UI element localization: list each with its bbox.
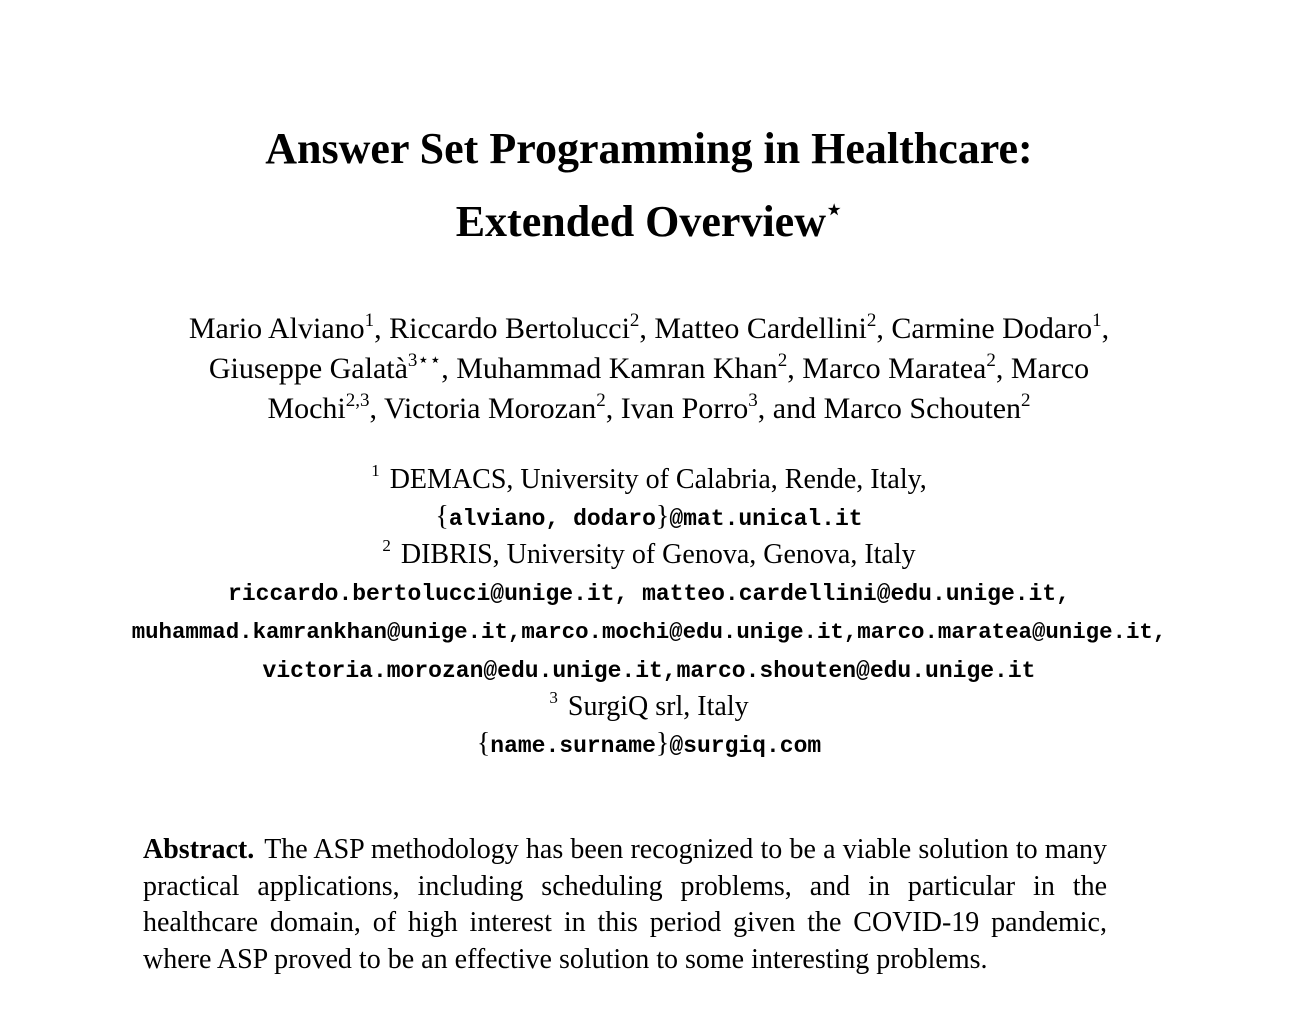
author-name: Mochi — [267, 392, 346, 425]
author-affiliation-mark: 2 — [629, 310, 640, 331]
email-text: alviano, dodaro — [448, 505, 656, 532]
author-separator: , — [787, 352, 803, 385]
author-line-2 — [40, 349, 1258, 389]
author-line-3 — [40, 389, 1258, 429]
affiliation-2-email-3 — [0, 651, 1298, 690]
author-separator: , — [876, 312, 892, 345]
author-separator: , — [1101, 312, 1110, 345]
author-separator: , — [605, 392, 621, 425]
email-brace-close: } — [655, 727, 670, 759]
author-name: Marco Schouten — [823, 392, 1022, 425]
author-affiliation-mark: 2 — [596, 390, 606, 411]
author-name: Riccardo Bertolucci — [389, 312, 630, 345]
author-separator: , — [369, 392, 384, 425]
author-separator: , and — [757, 392, 824, 425]
author-separator: , Marco — [995, 352, 1090, 385]
email-brace-open: { — [435, 500, 449, 532]
affiliation-text: SurgiQ srl, Italy — [567, 691, 749, 722]
author-name: Carmine Dodaro — [891, 312, 1093, 345]
paper-title — [0, 118, 1298, 252]
title-footnote-mark: ⋆ — [826, 195, 843, 224]
author-name: Ivan Porro — [620, 392, 749, 425]
affiliation-text: DEMACS, University of Calabria, Rende, Italy, — [389, 464, 927, 495]
author-affiliation-mark: 1 — [1092, 310, 1102, 331]
affiliation-number: 3 — [549, 688, 558, 707]
email-text: muhammad.kamrankhan@unige.it,marco.mochi@edu.unige.it,marco.maratea@unige.it, — [131, 619, 1167, 645]
author-name: Giuseppe Galatà — [208, 352, 408, 385]
abstract-text: The ASP methodology has been recognized to be a viable solution to many practical applications, including scheduling problems, and in particular in the healthcare domain, of high interest in this period given the COVID-19 pandemic, where ASP proved to be an effective solution to some interesting problems. — [143, 834, 1107, 975]
author-affiliation-mark: 2 — [1021, 390, 1031, 411]
author-line-1 — [40, 309, 1258, 349]
affiliation-1-email — [0, 499, 1298, 538]
email-domain: @surgiq.com — [669, 732, 822, 759]
author-affiliation-mark: 2 — [777, 350, 788, 371]
title-line-2 — [0, 179, 1298, 252]
email-brace-open: { — [476, 727, 491, 759]
email-text: name.surname — [490, 732, 656, 759]
title-line-1: Answer Set Programming in Healthcare: — [265, 124, 1033, 173]
email-text: riccardo.bertolucci@unige.it, matteo.cardellini@edu.unige.it, — [228, 580, 1070, 607]
author-name: Victoria Morozan — [383, 392, 597, 425]
author-affiliation-mark: 2,3 — [345, 390, 370, 411]
author-name: Marco Maratea — [802, 352, 987, 385]
title-line-2-text: Extended Overview — [455, 197, 826, 246]
affiliation-3-email — [0, 726, 1298, 765]
author-separator: , — [441, 352, 457, 385]
author-affiliation-mark: 2 — [866, 310, 877, 331]
affiliations — [0, 462, 1298, 764]
affiliation-2-email-1 — [0, 574, 1298, 613]
author-separator: , — [639, 312, 655, 345]
abstract-label: Abstract. — [143, 834, 255, 865]
author-list — [40, 309, 1258, 429]
author-name: Muhammad Kamran Khan — [456, 352, 778, 385]
author-affiliation-mark: 3 — [748, 390, 758, 411]
affiliation-number: 1 — [371, 461, 380, 480]
abstract — [143, 832, 1107, 978]
affiliation-2-email-2 — [0, 612, 1298, 651]
affiliation-text: DIBRIS, University of Genova, Genova, Italy — [400, 539, 916, 570]
author-name: Matteo Cardellini — [654, 312, 867, 345]
affiliation-2 — [0, 537, 1298, 574]
author-separator: , — [374, 312, 390, 345]
affiliation-3 — [0, 689, 1298, 726]
affiliation-1 — [0, 462, 1298, 499]
email-text: victoria.morozan@edu.unige.it,marco.shouten@edu.unige.it — [262, 657, 1036, 684]
author-affiliation-mark: 2 — [986, 350, 996, 371]
author-affiliation-mark: 1 — [364, 310, 375, 331]
email-domain: @mat.unical.it — [669, 505, 863, 532]
affiliation-number: 2 — [382, 536, 391, 555]
author-name: Mario Alviano — [188, 312, 365, 345]
author-affiliation-mark: 3⋆⋆ — [407, 350, 442, 371]
email-brace-close: } — [655, 500, 670, 532]
